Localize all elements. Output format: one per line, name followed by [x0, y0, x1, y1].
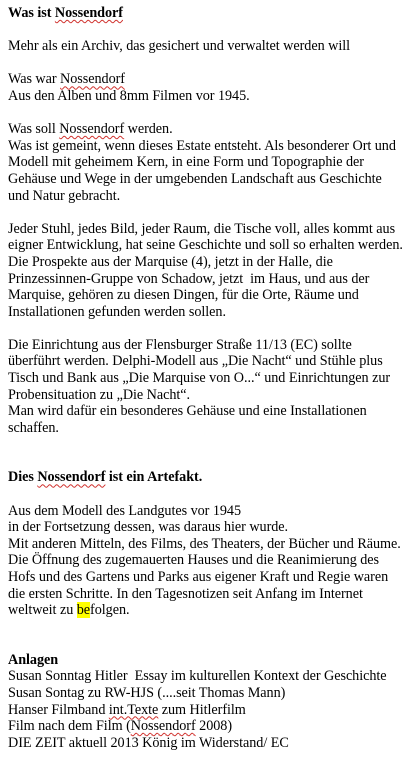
paragraph-text: Was war — [8, 71, 61, 88]
paragraph-line: Hofs und des Gartens und Parks aus eigener Kraft und Regie waren — [8, 569, 389, 585]
paragraph-line: Die Öffnung des zugemauerten Hauses und die Reanimierung des — [8, 552, 380, 569]
anlagen-item: DIE ZEIT aktuell 2013 König im Widerstand/ EC — [8, 734, 289, 751]
paragraph-line: in der Fortsetzung dessen, was daraus hier wurde. — [8, 519, 289, 536]
heading-text: Dies — [8, 469, 38, 486]
paragraph-text: werden. — [124, 121, 173, 138]
paragraph-line: Prinzessinnen-Gruppe von Schadow, jetzt im Haus, und aus der — [8, 270, 370, 287]
paragraph-text: Was soll — [8, 121, 60, 138]
spellcheck-word: Nossendorf — [59, 121, 125, 138]
paragraph-text: folgen. — [90, 602, 130, 619]
anlagen-item — [8, 702, 400, 719]
anlagen-text: zum Hitlerfilm — [158, 701, 246, 718]
heading-text: ist ein Artefakt. — [105, 469, 203, 486]
document-page — [8, 5, 403, 751]
paragraph-archive: Mehr als ein Archiv, das gesichert und verwaltet werden will — [8, 38, 350, 55]
spellcheck-word: int.Texte — [108, 701, 159, 718]
paragraph-line: Man wird dafür ein besonderes Gehäuse und eine Installationen — [8, 403, 367, 420]
anlagen-text: Hanser Filmband — [8, 701, 109, 718]
paragraph-line: Marquise, gehören zu diesen Dingen, für die Orte, Räume und — [8, 287, 359, 304]
heading-anlagen: Anlagen — [8, 651, 59, 668]
spellcheck-word: Nossendorf — [37, 469, 106, 486]
paragraph-text: weltweit zu — [8, 602, 77, 619]
paragraph-line: Installationen gefunden werden sollen. — [8, 303, 226, 320]
highlighted-text: be — [76, 602, 91, 619]
heading-text: Was ist — [8, 5, 55, 21]
anlagen-item: Susan Sontag zu RW-HJS (....seit Thomas Mann) — [8, 684, 286, 701]
spellcheck-word: Nossendorf — [130, 718, 196, 735]
paragraph-was-war-line2: Aus den Alben und 8mm Filmen vor 1945. — [8, 87, 250, 104]
paragraph-was-soll-line1 — [8, 121, 400, 138]
paragraph-line: Tisch und Bank aus „Die Marquise von O...“ und Einrichtungen zur — [8, 370, 391, 387]
paragraph-line: Probensituation zu „Die Nacht“. — [8, 386, 191, 403]
heading-artefakt — [8, 469, 400, 486]
paragraph-line: Die Einrichtung aus der Flensburger Straße 11/13 (EC) sollte — [8, 336, 352, 353]
paragraph-line-highlighted — [8, 602, 400, 619]
anlagen-item: Susan Sonntag Hitler Essay im kulturellen Kontext der Geschichte — [8, 668, 387, 685]
paragraph-line: Modell mit geheimem Kern, in eine Form und Topographie der — [8, 154, 364, 171]
anlagen-text: 2008) — [195, 718, 233, 735]
anlagen-item — [8, 718, 400, 735]
spellcheck-word: Nossendorf — [60, 71, 125, 88]
paragraph-line: eigner Entwicklung, hat seine Geschichte und soll so erhalten werden. — [8, 237, 403, 254]
spellcheck-word: Nossendorf — [54, 5, 123, 21]
paragraph-line: und Natur gebracht. — [8, 187, 121, 204]
paragraph-line: schaffen. — [8, 419, 59, 436]
paragraph-line: Jeder Stuhl, jedes Bild, jeder Raum, die Tische voll, alles kommt aus — [8, 220, 396, 237]
paragraph-line: Mit anderen Mitteln, des Films, des Theaters, der Bücher und Räume. — [8, 535, 401, 552]
paragraph-line: Aus dem Modell des Landgutes vor 1945 — [8, 502, 241, 519]
paragraph-line: Gehäuse und Wege in der umgebenden Landschaft aus Geschichte — [8, 170, 382, 187]
paragraph-line: Was ist gemeint, wenn dieses Estate entsteht. Als besonderer Ort und — [8, 137, 396, 154]
anlagen-text: Film nach dem Film ( — [8, 718, 131, 735]
paragraph-was-war-line1 — [8, 71, 400, 88]
paragraph-line: die ersten Schritte. In den Tagesnotizen seit Anfang im Internet — [8, 585, 363, 602]
paragraph-line: überführt werden. Delphi-Modell aus „Die Nacht“ und Stühle plus — [8, 353, 383, 370]
paragraph-line: Die Prospekte aus der Marquise (4), jetzt in der Halle, die — [8, 253, 333, 270]
heading-was-ist-nossendorf — [8, 5, 400, 22]
